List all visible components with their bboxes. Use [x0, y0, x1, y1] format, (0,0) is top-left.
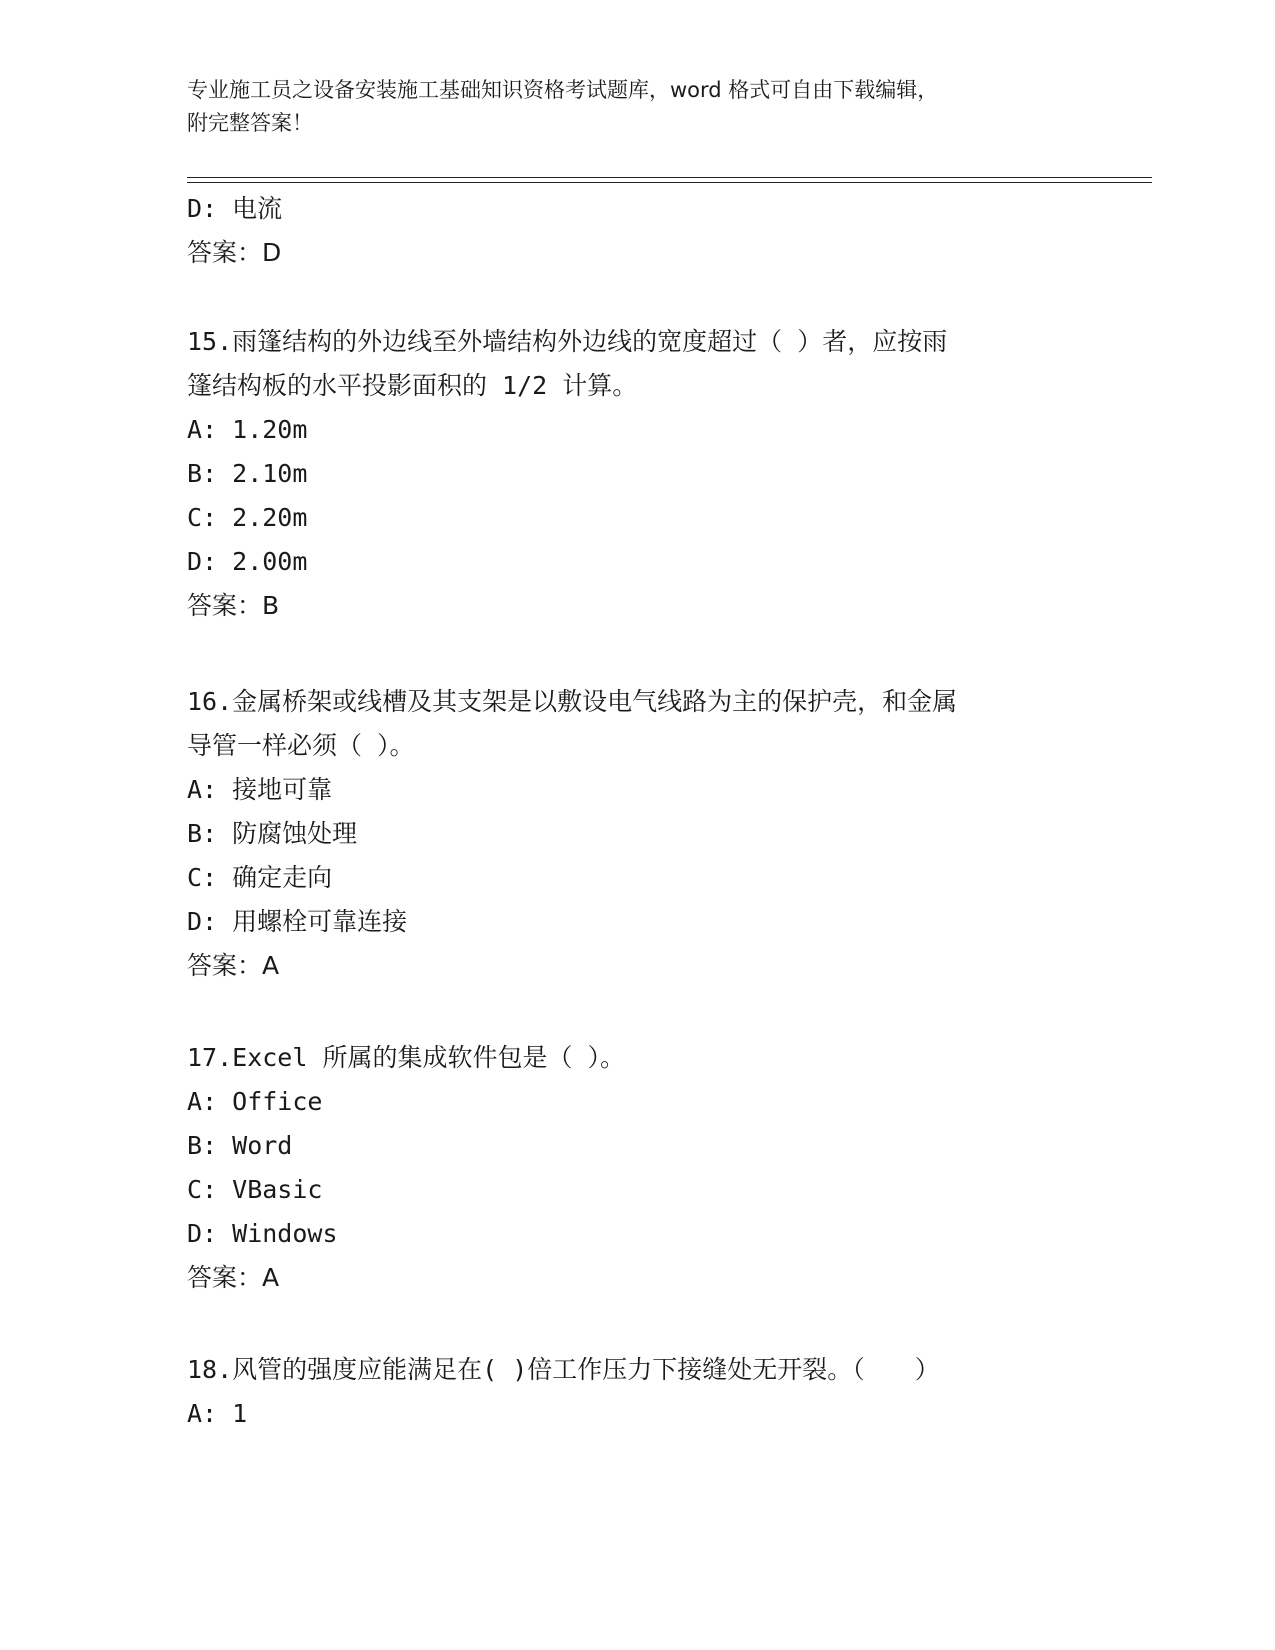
- q16-option-d: D: 用螺栓可靠连接: [187, 907, 408, 936]
- q17-option-c: C: VBasic: [187, 1175, 323, 1204]
- prev-option-d: D: 电流: [187, 194, 283, 223]
- q17-option-a: A: Office: [187, 1087, 323, 1116]
- q15-stem-line-1: 15.雨篷结构的外边线至外墙结构外边线的宽度超过（ ）者，应按雨: [187, 327, 948, 356]
- q15-option-d: D: 2.00m: [187, 547, 308, 576]
- q18-option-a: A: 1: [187, 1399, 248, 1428]
- header-divider-top: [187, 177, 1152, 178]
- q15-option-b: B: 2.10m: [187, 459, 308, 488]
- q15-option-a: A: 1.20m: [187, 415, 308, 444]
- q17-option-d: D: Windows: [187, 1219, 338, 1248]
- q15-option-c: C: 2.20m: [187, 503, 308, 532]
- q17-option-b: B: Word: [187, 1131, 293, 1160]
- page-header: [187, 74, 1087, 140]
- header-line-2: 附完整答案！: [187, 111, 313, 135]
- q16-option-c: C: 确定走向: [187, 863, 333, 892]
- q16-stem-line-2: 导管一样必须（ ）。: [187, 731, 415, 760]
- q18-stem-line-1: 18.风管的强度应能满足在( )倍工作压力下接缝处无开裂。（ ）: [187, 1355, 940, 1384]
- q16-option-b: B: 防腐蚀处理: [187, 819, 358, 848]
- q16-option-a: A: 接地可靠: [187, 775, 333, 804]
- q15-answer: 答案：B: [187, 591, 280, 620]
- q15-stem-line-2: 篷结构板的水平投影面积的 1/2 计算。: [187, 371, 638, 400]
- q16-stem-line-1: 16.金属桥架或线槽及其支架是以敷设电气线路为主的保护壳，和金属: [187, 687, 958, 716]
- q16-answer: 答案：A: [187, 951, 280, 980]
- prev-answer: 答案：D: [187, 238, 282, 267]
- header-line-1: 专业施工员之设备安装施工基础知识资格考试题库，word 格式可自由下载编辑，: [187, 78, 939, 102]
- q17-answer: 答案：A: [187, 1263, 280, 1292]
- header-divider-bottom: [187, 182, 1152, 183]
- q17-stem-line-1: 17.Excel 所属的集成软件包是（ ）。: [187, 1043, 626, 1072]
